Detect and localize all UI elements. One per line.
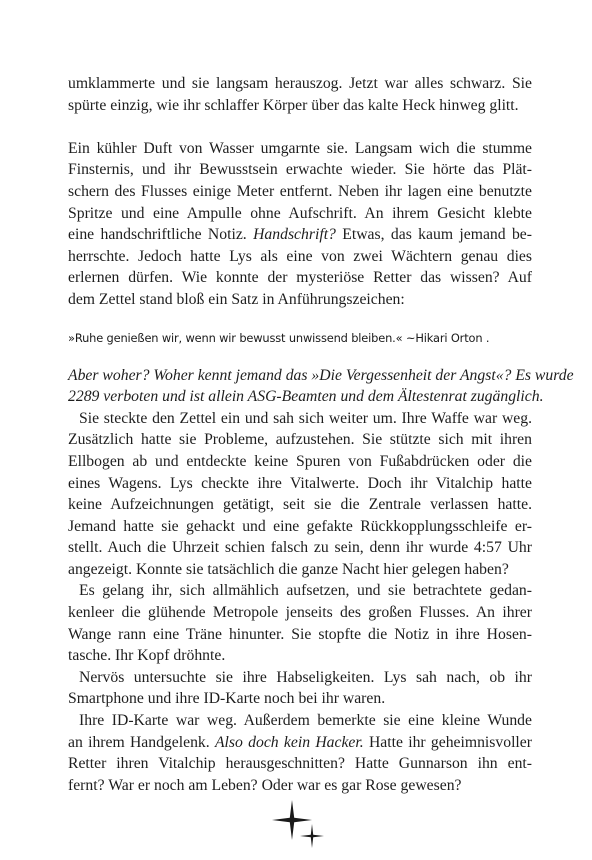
paragraph-4: [68, 580, 532, 666]
italic-thought: Handschrift?: [253, 226, 336, 244]
text-line: schern des Flusses einige Meter entfernt. Neben ihr lagen eine benutzte: [68, 182, 532, 200]
text-segment: an ihrem Handgelenk.: [68, 733, 210, 751]
text-line: umklammerte und sie langsam herauszog. Jetzt war alles schwarz. Sie: [68, 75, 532, 92]
handwritten-quote: »Ruhe genießen wir, wenn wir bewusst unwissend bleiben.« ~Hikari Orton .: [68, 330, 490, 345]
text-line: Ein kühler Duft von Wasser umgarnte sie. Langsam wich die stumme: [68, 139, 532, 157]
text-line: eines Wagens. Lys checkte ihre Vitalwerte. Doch ihr Vitalchip hatte: [68, 474, 532, 492]
italic-thought-paragraph: [68, 365, 574, 408]
text-line: keine Aufzeichnungen getätigt, seit sie die Zentrale verlassen hatte.: [68, 496, 532, 514]
text-line: Nervös untersuchte sie ihre Habseligkeiten. Lys sah nach, ob ihr: [79, 668, 532, 686]
paragraph-gap: [68, 348, 532, 365]
text-line: Es gelang ihr, sich allmählich aufsetzen, und sie betrachtete gedan-: [79, 582, 532, 600]
text-line: Finsternis, und ihr Bewusstsein erwachte wieder. Sie hörte das Plät-: [68, 161, 532, 179]
paragraph-2: [68, 138, 532, 311]
text-line: Retter ihren Vitalchip herausgeschnitten? Hatte Gunnarson ihn ent-: [68, 755, 532, 773]
text-line: [68, 732, 532, 754]
paragraph-3: [68, 408, 532, 581]
text-line: fernt? War er noch am Leben? Oder war es gar Rose gewesen?: [68, 776, 462, 794]
text-segment: Etwas, das kaum jemand be-: [342, 226, 532, 244]
text-line: stellt. Auch die Uhrzeit schien falsch zu sein, denn ihr wurde 4:57 Uhr: [68, 539, 532, 557]
text-line: dem Zettel stand bloß ein Satz in Anführungszeichen:: [68, 290, 405, 308]
text-line: Smartphone und ihre ID-Karte noch bei ihr waren.: [68, 690, 386, 708]
text-segment: Hatte ihr geheimnisvoller: [368, 733, 532, 751]
text-line: Sie steckte den Zettel ein und sah sich weiter um. Ihre Waffe war weg.: [79, 409, 532, 427]
sparkle-star-icon: [270, 800, 330, 856]
text-line: 2289 verboten und ist allein ASG-Beamten und dem Ältestenrat zugänglich.: [68, 388, 544, 406]
small-sparkle: [300, 824, 324, 848]
text-line: Wange rann eine Träne hinunter. Sie stopfte die Notiz in ihre Hosen-: [68, 625, 532, 643]
text-line: angezeigt. Konnte sie tatsächlich die ganze Nacht hier gelegen haben?: [68, 560, 509, 578]
text-line: [68, 224, 532, 246]
text-line: Ihre ID-Karte war weg. Außerdem bemerkte sie eine kleine Wunde: [79, 712, 532, 730]
text-line: erlernen dürfen. Wie konnte der mysteriöse Retter das wissen? Auf: [68, 269, 532, 287]
text-line: kenleer die glühende Metropole jenseits des großen Flusses. An ihrer: [68, 604, 532, 622]
text-line: Zusätzlich hatte sie Probleme, aufzustehen. Sie stützte sich mit ihren: [68, 431, 532, 449]
paragraph-gap: [68, 116, 532, 138]
text-segment: eine handschriftliche Notiz.: [68, 226, 247, 244]
text-line: Jemand hatte sie gehackt und eine gefakte Rückkopplungsschleife er-: [68, 517, 532, 535]
text-line: spürte einzig, wie ihr schlaffer Körper über das kalte Heck hinweg glitt.: [68, 96, 519, 114]
text-line: herrschte. Jedoch hatte Lys als eine von zwei Wächtern genau dies: [68, 247, 532, 265]
text-line: tasche. Ihr Kopf dröhnte.: [68, 647, 226, 665]
italic-thought: Also doch kein Hacker.: [214, 733, 364, 751]
text-line: Ellbogen ab und entdeckte keine Spuren von Fußabdrücken oder die: [68, 452, 532, 470]
text-line: Aber woher? Woher kennt jemand das »Die Vergessenheit der Angst«? Es wurde: [68, 366, 574, 384]
large-sparkle: [272, 800, 312, 840]
book-page: [68, 73, 574, 796]
text-line: Spritze und eine Ampulle ohne Aufschrift. An ihrem Gesicht klebte: [68, 204, 532, 222]
paragraph-6: [68, 710, 532, 796]
paragraph-gap: [68, 311, 532, 328]
paragraph-1: [68, 73, 532, 116]
paragraph-5: [68, 667, 532, 710]
